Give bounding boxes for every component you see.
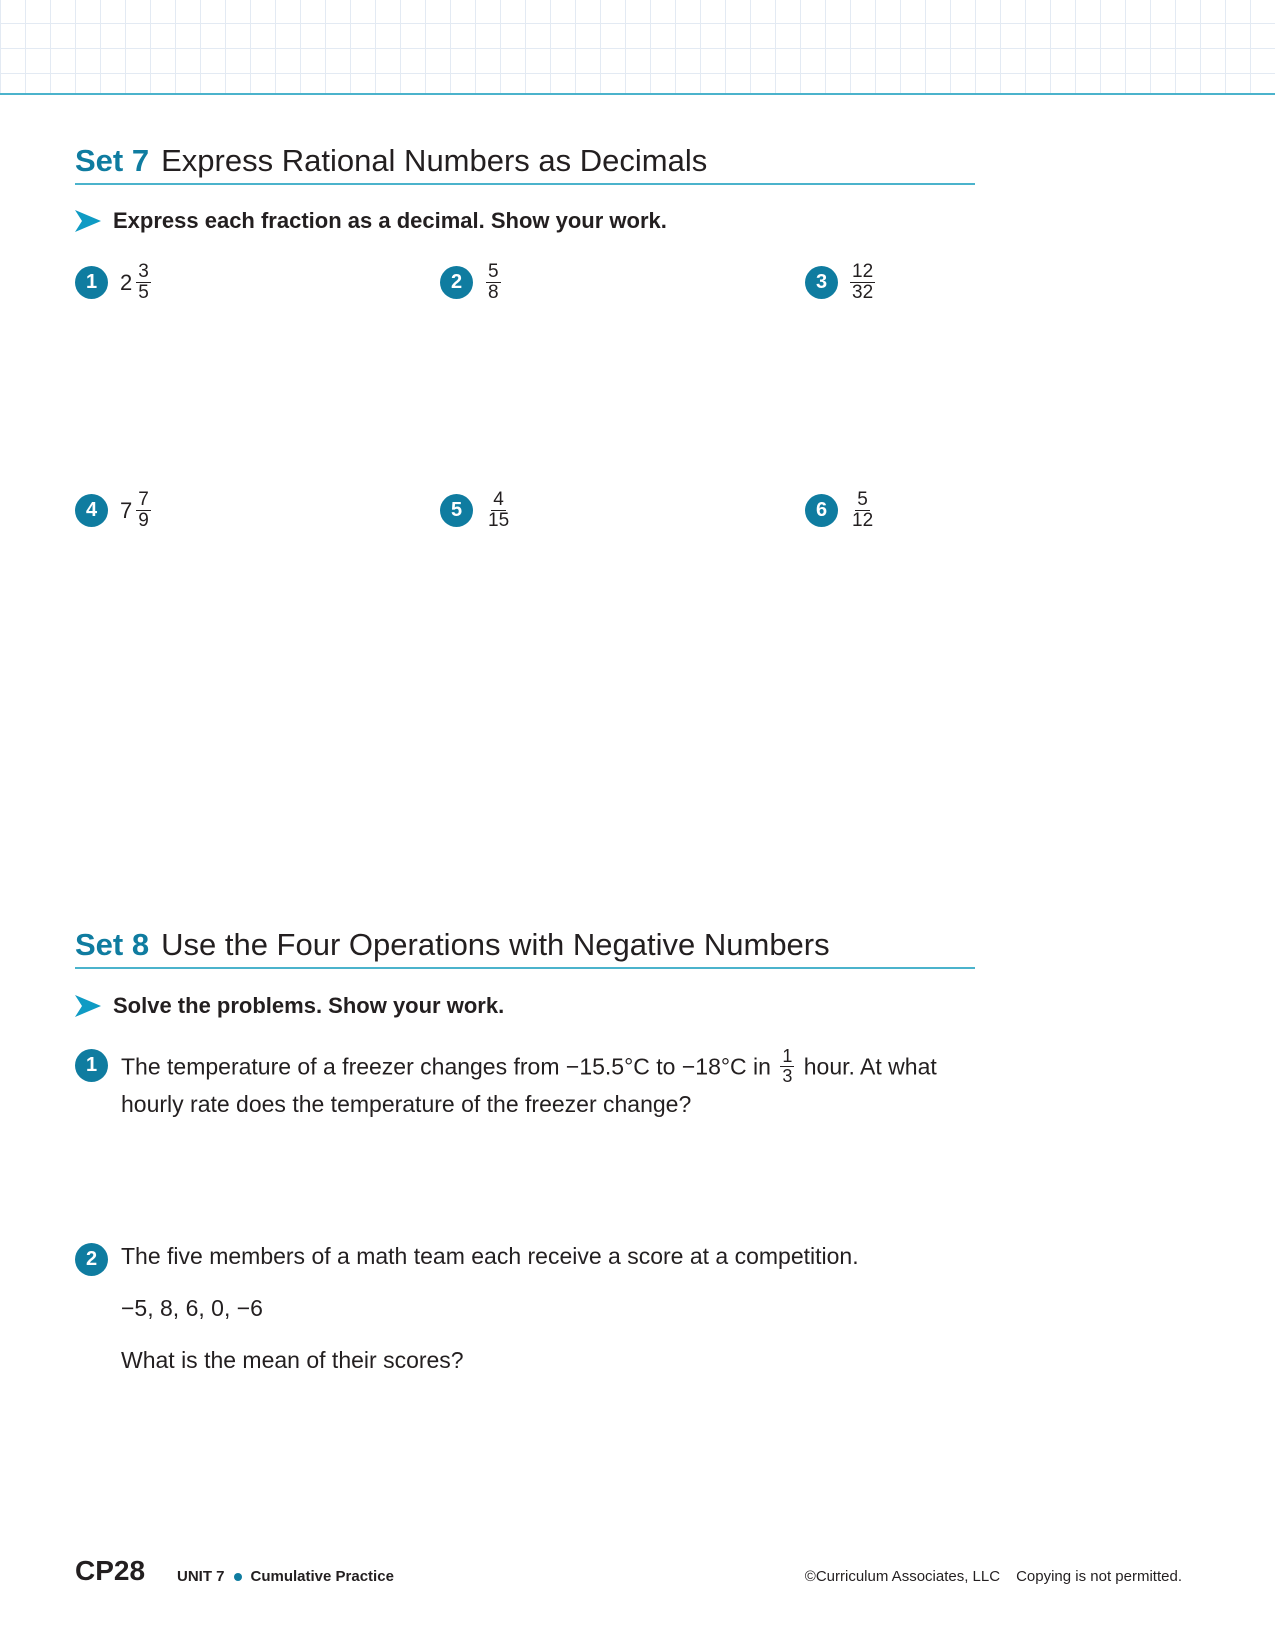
footer-unit-label: UNIT 7 [177, 1568, 225, 1585]
set7-item-2-badge: 2 [440, 266, 473, 299]
set7-item-2-expression [484, 262, 503, 303]
footer-copyright [805, 1568, 1182, 1585]
numerator: 5 [857, 489, 868, 510]
problem-1-text-after: hour. At what [803, 1053, 937, 1080]
set7-item-3-expression [848, 262, 877, 303]
problem-1-line-1 [121, 1046, 961, 1088]
set7-label: Set 7 [75, 143, 150, 178]
set8-label: Set 8 [75, 927, 150, 962]
copy-notice: Copying is not permitted. [1016, 1568, 1182, 1585]
set7-item-1-badge: 1 [75, 266, 108, 299]
bullet-dot-icon [234, 1573, 242, 1581]
copyright-text: ©Curriculum Associates, LLC [804, 1568, 1001, 1585]
set7-header [75, 143, 975, 185]
numerator: 7 [138, 489, 149, 510]
problem-2-text: The five members of a math team each receive a score at a competition. [121, 1243, 859, 1269]
problem-1-fraction [780, 1047, 794, 1086]
denominator: 32 [852, 282, 874, 303]
fraction [848, 262, 877, 303]
problem-1-text-before: The temperature of a freezer changes from −15.5°C to −18°C in [121, 1053, 771, 1080]
set8-direction-text: Solve the problems. Show your work. [113, 993, 505, 1018]
footer-section: Cumulative Practice [250, 1568, 394, 1585]
problem-2-scores: −5, 8, 6, 0, −6 [121, 1295, 263, 1321]
set7-item-1-expression [120, 262, 153, 303]
set8-problem-2-badge: 2 [75, 1243, 108, 1276]
denominator: 5 [138, 282, 149, 303]
problem-2-question: What is the mean of their scores? [121, 1347, 464, 1373]
set8-header [75, 927, 975, 969]
problem-1-line-2: hourly rate does the temperature of the freezer change? [121, 1091, 692, 1117]
numerator: 5 [488, 261, 499, 282]
set7-direction [75, 208, 667, 234]
set8-problem-1 [121, 1046, 961, 1121]
set8-problem-1-badge: 1 [75, 1049, 108, 1082]
page-number: CP28 [75, 1555, 146, 1586]
fraction [484, 490, 513, 531]
set7-item-6-expression [848, 490, 877, 531]
set7-item-3-badge: 3 [805, 266, 838, 299]
footer-unit [177, 1568, 394, 1585]
set8-direction [75, 993, 504, 1019]
set7-item-5-expression [484, 490, 513, 531]
fraction [134, 490, 153, 531]
numerator: 12 [852, 261, 874, 282]
set7-item-6-badge: 6 [805, 494, 838, 527]
set7-item-4-badge: 4 [75, 494, 108, 527]
arrow-right-icon [75, 210, 101, 232]
denominator: 3 [782, 1066, 793, 1086]
denominator: 9 [138, 510, 149, 531]
fraction [848, 490, 877, 531]
numerator: 3 [138, 261, 149, 282]
denominator: 15 [488, 510, 510, 531]
set7-item-5-badge: 5 [440, 494, 473, 527]
denominator: 8 [488, 282, 499, 303]
fraction [484, 262, 503, 303]
set7-title: Express Rational Numbers as Decimals [161, 143, 708, 178]
arrow-right-icon [75, 995, 101, 1017]
set8-title: Use the Four Operations with Negative Numbers [161, 927, 830, 962]
denominator: 12 [852, 510, 874, 531]
numerator: 4 [493, 489, 504, 510]
set7-item-4-expression [120, 490, 153, 531]
whole-number: 2 [120, 269, 133, 295]
fraction [134, 262, 153, 303]
numerator: 1 [782, 1046, 793, 1066]
set7-direction-text: Express each fraction as a decimal. Show your work. [113, 208, 667, 233]
header-grid-band [0, 0, 1275, 95]
whole-number: 7 [120, 497, 133, 523]
